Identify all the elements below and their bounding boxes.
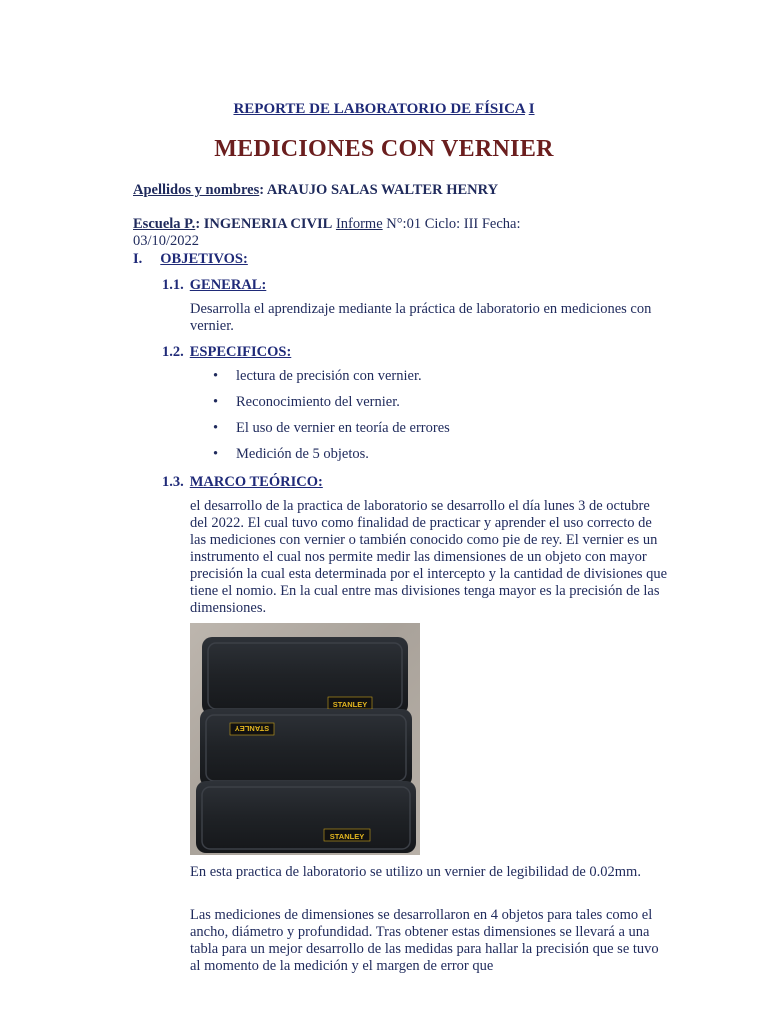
main-title: MEDICIONES CON VERNIER [214, 136, 554, 162]
vernier-case-middle [200, 709, 412, 787]
list-item: • lectura de precisión con vernier. [213, 368, 422, 384]
legibility-text: En esta practica de laboratorio se utilizo un vernier de legibilidad de 0.02mm. [190, 864, 641, 880]
vernier-case-bottom [196, 781, 416, 853]
student-name-label: Apellidos y nombres [133, 182, 260, 198]
section-especificos-heading: 1.2. ESPECIFICOS: [162, 344, 292, 360]
vernier-cases-photo [190, 623, 420, 855]
school-line: Escuela P.: INGENERIA CIVIL Informe N°:01 Ciclo: III Fecha: 03/10/2022 [133, 216, 521, 249]
measurements-text: Las mediciones de dimensiones se desarrollaron en 4 objetos para tales como el ancho, diámetro y profundidad. Tras obtener estas dimensiones se llevará a una tabla para un mejor desarrollo de las medidas para hallar la precisión que se tuvo al momento de la medición y el margen de error que [190, 907, 659, 974]
informe-details: N°:01 Ciclo: III Fecha: [386, 216, 521, 232]
student-name: ARAUJO SALAS WALTER HENRY [266, 182, 499, 198]
report-date: 03/10/2022 [133, 233, 200, 249]
school-label: Escuela P. [133, 216, 196, 232]
informe-label: Informe [335, 216, 383, 232]
list-item: • Reconocimiento del vernier. [213, 394, 400, 410]
brand-label-middle: STANLEY [234, 724, 270, 733]
stanley-cases-illustration [190, 623, 420, 855]
school-value: INGENERIA CIVIL [203, 216, 333, 232]
section-marco-heading: 1.3. MARCO TEÓRICO: [162, 474, 323, 490]
list-item: • El uso de vernier en teoría de errores [213, 420, 450, 436]
report-title: REPORTE DE LABORATORIO DE FÍSICA I [233, 101, 535, 117]
brand-label-bottom: STANLEY [329, 832, 365, 841]
section-general-heading: 1.1. GENERAL: [162, 277, 267, 293]
especificos-list [213, 368, 450, 472]
marco-text: el desarrollo de la practica de laboratorio se desarrollo el día lunes 3 de octubre del 2022. El cual tuvo como finalidad de practicar y aprender el uso correcto de las mediciones con vernier o también conocido como pie de rey. El vernier es un instrumento el cual nos permite medir las dimensiones de un objeto con mayor precisión la cual esta determinada por el intercepto y la cantidad de divisiones que tiene el nomio. En la cual entre mas divisiones tenga mayor es la precisión de las dimensiones. [190, 498, 668, 616]
general-text: Desarrolla el aprendizaje mediante la práctica de laboratorio en mediciones con vernier. [190, 301, 652, 334]
section-objetivos-heading: I. OBJETIVOS: [133, 251, 248, 267]
vernier-case-top [202, 637, 408, 715]
list-item: • Medición de 5 objetos. [213, 446, 369, 462]
report-numeral: I [528, 101, 535, 117]
student-name-line: Apellidos y nombres: ARAUJO SALAS WALTER HENRY [133, 182, 499, 198]
brand-label-top: STANLEY [332, 700, 368, 709]
